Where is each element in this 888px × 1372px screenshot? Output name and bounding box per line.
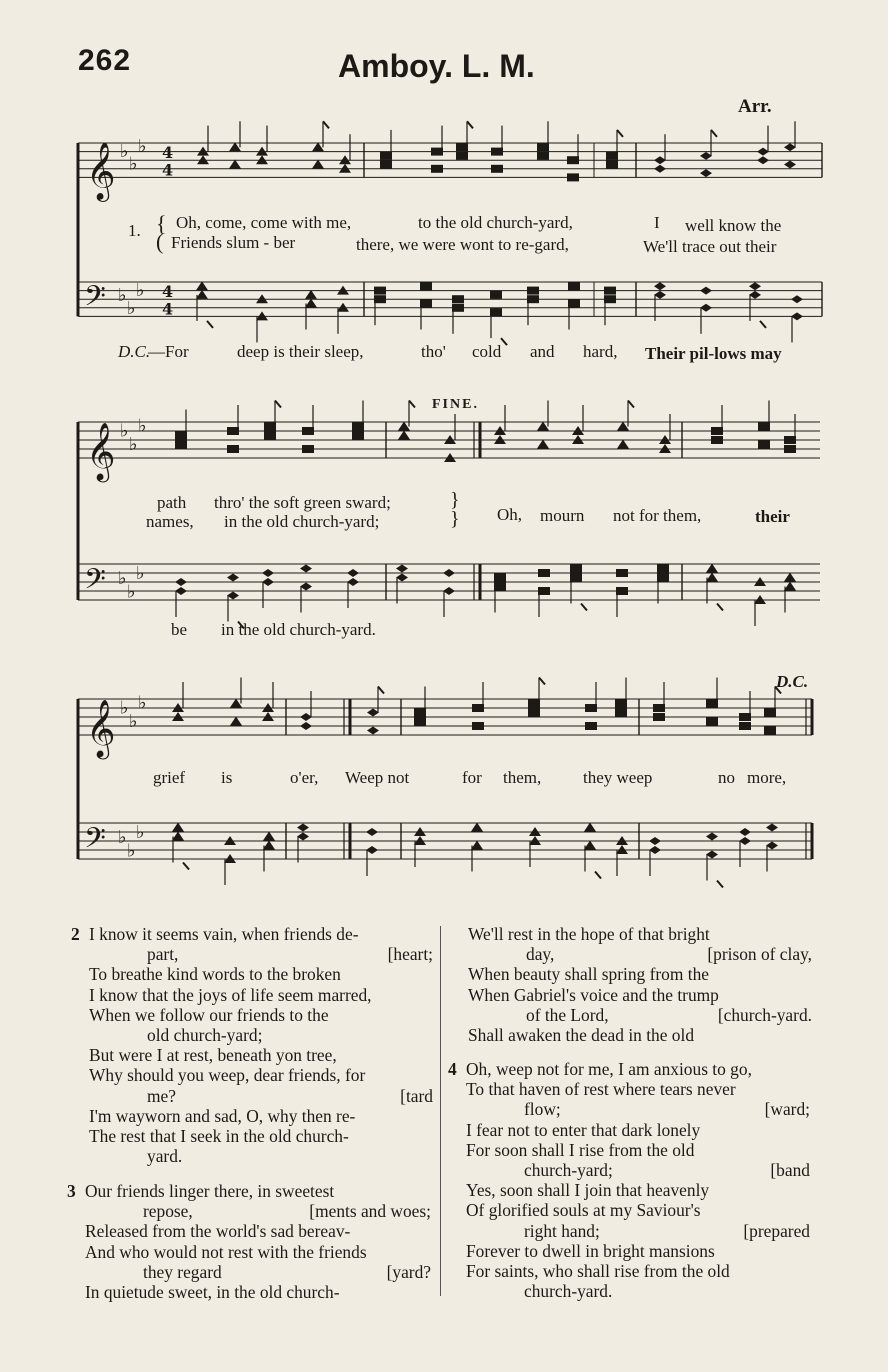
flat-icon: ♭: [138, 415, 147, 437]
verse-line: [466, 1099, 810, 1119]
lyric-s1-t1-a: Oh, come, come with me,: [176, 213, 352, 232]
lyric-s2-t2-brace: }: [450, 508, 460, 530]
note-head-icon: [528, 709, 540, 717]
verse-text: I know it seems vain, when friends de-: [89, 924, 359, 944]
verse-line: [89, 1146, 433, 1166]
note-head-icon: [706, 833, 718, 841]
verse-line: [85, 1262, 431, 1282]
note-head-icon: [297, 833, 309, 841]
note-head-icon: [367, 727, 379, 735]
verse-line: [67, 1181, 431, 1201]
flat-icon: ♭: [138, 135, 147, 157]
verse-line: [466, 1241, 810, 1261]
lyric-s1-t1-d: well know the: [685, 216, 782, 235]
note-head-icon: [649, 846, 661, 854]
verse-line: [466, 1140, 810, 1160]
flat-icon: ♭: [136, 821, 145, 843]
time-signature: 4: [162, 299, 174, 319]
verse-line: [468, 1005, 812, 1025]
verse-line: [85, 1221, 431, 1241]
note-head-icon: [739, 837, 751, 845]
lyric-s1-b-d: cold: [472, 342, 502, 361]
lyric-s1-b-g: Their pil-lows may: [645, 344, 782, 363]
verse-text: old church-yard;: [147, 1024, 263, 1045]
lyric-s2-t2-b: in the old church-yard;: [224, 512, 380, 531]
verse-turnover: [ward;: [764, 1099, 810, 1120]
verse-line: [89, 1025, 433, 1045]
verse-line: [466, 1120, 810, 1140]
verse-text: To breathe kind words to the broken: [89, 964, 341, 985]
verse-line: [89, 1126, 433, 1146]
note-flag: [378, 687, 384, 694]
lyric-s2-t1-b: thro' the soft green sward;: [214, 493, 391, 512]
lyric-s1-b-e: and: [530, 342, 555, 361]
note-head-icon: [706, 851, 718, 859]
verse-line: [89, 985, 433, 1005]
verse-text: Why should you weep, dear friends, for: [89, 1065, 366, 1086]
verse-line: [466, 1261, 810, 1281]
treble-clef-icon: 𝄞: [86, 699, 116, 757]
lyric-s2-b-a: be: [171, 620, 188, 639]
note-head-icon: [764, 727, 776, 735]
column-divider: [440, 926, 441, 1296]
lyric-s2-t1-brace: }: [450, 489, 460, 511]
verse-text: The rest that I seek in the old church-: [89, 1125, 349, 1146]
verse-line: [466, 1281, 810, 1301]
lyric-s3-h: no: [718, 768, 735, 787]
note-head-icon: [300, 713, 312, 721]
verse-line: [85, 1282, 431, 1302]
note-head-icon: [739, 722, 751, 730]
note-flag: [183, 863, 189, 870]
flat-icon: ♭: [118, 284, 127, 306]
lyric-s1-t1-brace: {: [156, 211, 167, 236]
bass-clef-icon: 𝄢: [84, 563, 106, 603]
page-number: 262: [78, 44, 132, 77]
note-head-icon: [766, 842, 778, 850]
flat-icon: ♭: [120, 140, 129, 162]
verse-line: [89, 1005, 433, 1025]
note-head-icon: [585, 722, 597, 730]
note-head-icon: [366, 828, 378, 836]
note-head-icon: [764, 709, 776, 717]
verse-turnover: [heart;: [387, 944, 433, 965]
dc-marker: D.C.: [776, 672, 809, 691]
note-head-icon: [367, 709, 379, 717]
note-head-icon: [263, 832, 275, 841]
verse-line: [468, 944, 812, 964]
flat-icon: ♭: [118, 567, 127, 589]
lyric-s1-t2-brace: (: [156, 229, 164, 254]
lyric-s2-tr-a: Oh,: [497, 505, 523, 524]
verse-text: But were I at rest, beneath yon tree,: [89, 1045, 337, 1066]
verse-turnover: [prison of clay,: [707, 944, 812, 965]
verse-text: I'm wayworn and sad, O, why then re-: [89, 1105, 356, 1126]
note-head-icon: [366, 846, 378, 854]
verse-line: [468, 964, 812, 984]
note-head-icon: [230, 699, 242, 708]
lyric-s3-c: o'er,: [290, 768, 319, 787]
note-head-icon: [653, 713, 665, 721]
verse-text: repose,: [143, 1201, 193, 1222]
verse-turnover: [prepared: [743, 1220, 810, 1241]
verse-2: [71, 924, 433, 1167]
lyric-s3-b: is: [221, 768, 233, 787]
verse-line: [448, 1059, 810, 1079]
lyric-s2-tr-c: not for them,: [613, 506, 702, 525]
note-head-icon: [649, 837, 661, 845]
verse-line: [466, 1221, 810, 1241]
lyric-s2-t1-a: path: [157, 493, 187, 512]
flat-icon: ♭: [120, 697, 129, 719]
verse-line: [89, 944, 433, 964]
note-head-icon: [528, 700, 540, 708]
note-head-icon: [739, 828, 751, 836]
treble-clef-icon: 𝄞: [86, 141, 116, 200]
verse-line: [466, 1079, 810, 1099]
flat-icon: ♭: [129, 710, 138, 732]
note-flag: [775, 687, 781, 694]
note-head-icon: [739, 713, 751, 721]
note-head-icon: [706, 700, 718, 708]
note-head-icon: [584, 823, 596, 832]
verse-text: When Gabriel's voice and the trump: [468, 984, 719, 1005]
lyric-s3-i: more,: [747, 768, 787, 787]
verse-text: day,: [526, 944, 555, 965]
verse-turnover: [band: [770, 1159, 810, 1180]
verse-number: 4: [448, 1059, 457, 1079]
verse-line: [466, 1180, 810, 1200]
verse-turnover: [tard: [400, 1085, 433, 1106]
lyric-s3-a: grief: [153, 768, 186, 787]
verse-line: [466, 1160, 810, 1180]
lyric-s3-d: Weep not: [345, 768, 410, 787]
verse-line: [89, 1065, 433, 1085]
time-signature: 4: [162, 143, 174, 163]
arranger-credit: Arr.: [738, 96, 772, 117]
lyric-s1-b-f: hard,: [583, 342, 618, 361]
verse-text: To that haven of rest where tears never: [466, 1079, 736, 1100]
verse-text: me?: [147, 1085, 176, 1106]
verse-line: [89, 1086, 433, 1106]
verse-line: [468, 924, 812, 944]
verse-line: [89, 964, 433, 984]
note-head-icon: [615, 709, 627, 717]
time-signature: 4: [162, 282, 174, 302]
verse-line: [468, 985, 812, 1005]
lyric-s1-t2-c: We'll trace out their: [643, 237, 777, 256]
note-head-icon: [585, 704, 597, 712]
flat-icon: ♭: [136, 562, 145, 584]
verse-line: [85, 1201, 431, 1221]
note-head-icon: [653, 704, 665, 712]
verse-text: For soon shall I rise from the old: [466, 1139, 695, 1160]
verse-text: right hand;: [524, 1220, 600, 1241]
note-head-icon: [471, 823, 483, 832]
verse-text: When beauty shall spring from the: [468, 964, 709, 985]
flat-icon: ♭: [127, 840, 136, 862]
verse-text: Of glorified souls at my Saviour's: [466, 1200, 701, 1221]
verse-3-continued: [468, 924, 812, 1045]
lyric-s1-b-dc: D.C.: [118, 342, 151, 361]
verse-text: Forever to dwell in bright mansions: [466, 1240, 715, 1261]
verse-text: And who would not rest with the friends: [85, 1241, 367, 1262]
note-head-icon: [706, 718, 718, 726]
verse-text: Shall awaken the dead in the old: [468, 1024, 695, 1045]
note-head-icon: [297, 824, 309, 832]
note-head-icon: [172, 832, 184, 841]
flat-icon: ♭: [118, 826, 127, 848]
verse-text: Released from the world's sad bereav-: [85, 1221, 351, 1242]
lyric-s3-f: them,: [503, 768, 542, 787]
note-head-icon: [414, 709, 426, 717]
lyric-s2-b-b: in the old church-yard.: [221, 620, 376, 639]
verse-text: yard.: [147, 1146, 183, 1167]
verse-line: [85, 1242, 431, 1262]
bass-clef-icon: 𝄢: [84, 822, 106, 862]
note-head-icon: [300, 722, 312, 730]
verse-line: [71, 924, 433, 944]
verse-text: part,: [147, 944, 179, 965]
verse-line: [466, 1200, 810, 1220]
flat-icon: ♭: [129, 153, 138, 175]
verse-number: 2: [71, 924, 80, 944]
lyric-s1-t2-b: there, we were wont to re-gard,: [356, 235, 569, 254]
note-flag: [595, 872, 601, 879]
verse-turnover: [church-yard.: [717, 1004, 812, 1025]
note-head-icon: [172, 823, 184, 832]
note-head-icon: [263, 841, 275, 850]
verse-text: Oh, weep not for me, I am anxious to go,: [466, 1059, 752, 1079]
verse-text: I fear not to enter that dark lonely: [466, 1119, 701, 1140]
flat-icon: ♭: [136, 279, 145, 301]
lyric-s2-tr-b: mourn: [540, 506, 585, 525]
note-head-icon: [472, 722, 484, 730]
verse-turnover: [ments and woes;: [309, 1201, 431, 1222]
verse-text: We'll rest in the hope of that bright: [468, 924, 710, 944]
lyric-s2-tr-d: their: [755, 507, 790, 526]
time-signature: 4: [162, 160, 174, 180]
lyric-s1-t1-b: to the old church-yard,: [418, 213, 573, 232]
verse-number: 1.: [128, 221, 141, 240]
flat-icon: ♭: [127, 297, 136, 319]
verse-text: When we follow our friends to the: [89, 1004, 329, 1025]
fine-marker: FINE.: [432, 397, 479, 412]
flat-icon: ♭: [138, 692, 147, 714]
verse-line: [468, 1025, 812, 1045]
lyric-s1-b-c: tho': [421, 342, 446, 361]
verse-line: [89, 1045, 433, 1065]
lyric-s2-t2-a: names,: [146, 512, 194, 531]
verse-number: 3: [67, 1181, 76, 1201]
flat-icon: ♭: [129, 433, 138, 455]
note-head-icon: [230, 717, 242, 726]
verse-text: Yes, soon shall I join that heavenly: [466, 1180, 710, 1201]
verse-text: church-yard.: [524, 1281, 613, 1302]
bass-clef-icon: 𝄢: [84, 279, 106, 320]
note-head-icon: [584, 841, 596, 850]
verse-4: [448, 1059, 810, 1302]
note-flag: [539, 678, 545, 685]
verse-turnover: [yard?: [386, 1261, 431, 1282]
flat-icon: ♭: [127, 581, 136, 603]
verse-text: For saints, who shall rise from the old: [466, 1260, 730, 1281]
treble-clef-icon: 𝄞: [86, 422, 116, 480]
verse-text: In quietude sweet, in the old church-: [85, 1281, 340, 1302]
verse-text: flow;: [524, 1099, 561, 1120]
verse-text: of the Lord,: [526, 1004, 609, 1025]
note-flag: [717, 881, 723, 888]
lyric-s1-t1-c: I: [654, 213, 660, 232]
lyric-s3-e: for: [462, 768, 482, 787]
note-head-icon: [766, 824, 778, 832]
hymn-title: Amboy. L. M.: [338, 48, 535, 84]
verse-text: church-yard;: [524, 1159, 613, 1180]
flat-icon: ♭: [120, 420, 129, 442]
lyric-s1-t2-a: Friends slum - ber: [171, 233, 296, 252]
note-head-icon: [414, 718, 426, 726]
verse-3: [67, 1181, 431, 1302]
verse-text: they regard: [143, 1261, 222, 1282]
lyric-s3-g: they weep: [583, 768, 653, 787]
note-head-icon: [472, 704, 484, 712]
verse-text: I know that the joys of life seem marred,: [89, 984, 372, 1005]
note-head-icon: [615, 700, 627, 708]
lyric-s1-b-a: —For: [148, 342, 189, 361]
verse-line: [89, 1106, 433, 1126]
verse-text: Our friends linger there, in sweetest: [85, 1181, 335, 1201]
lyric-s1-b-b: deep is their sleep,: [237, 342, 364, 361]
note-head-icon: [471, 841, 483, 850]
